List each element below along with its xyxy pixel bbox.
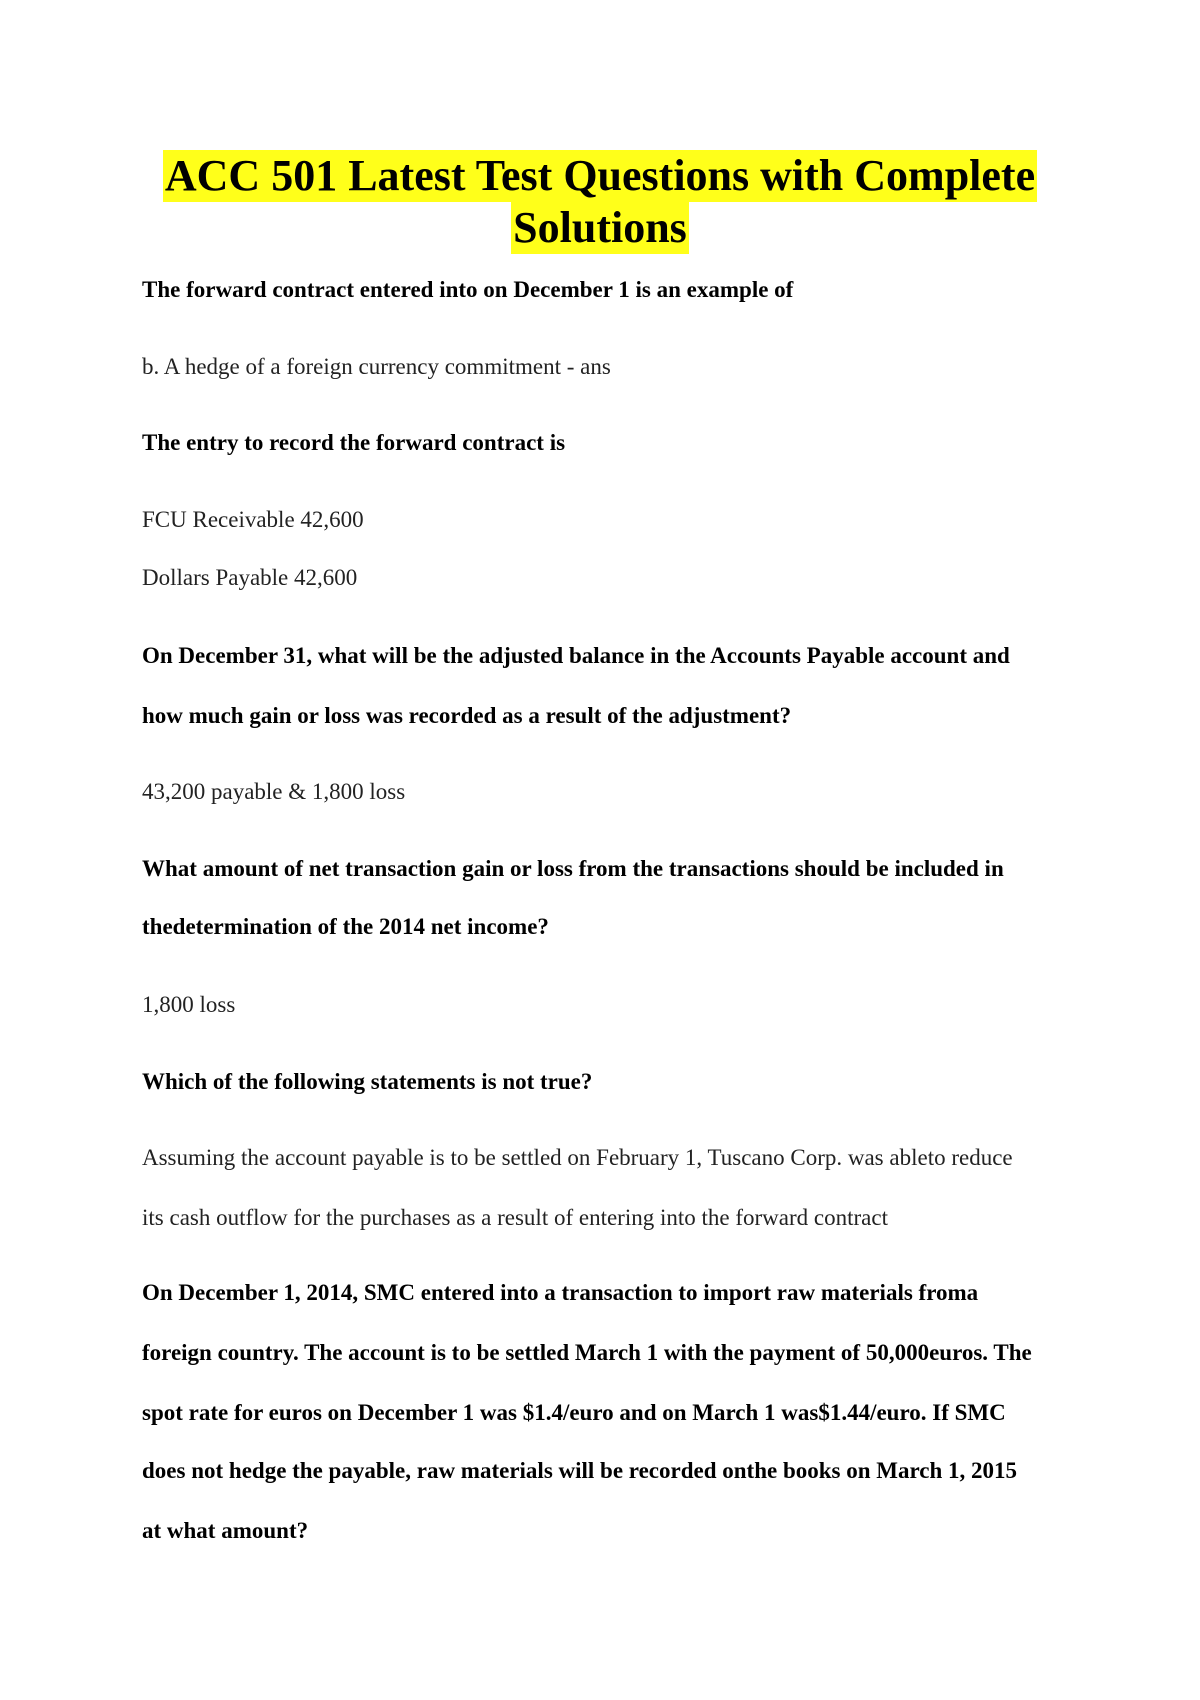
- answer-text: FCU Receivable 42,600: [142, 507, 364, 532]
- title-line-2: Solutions: [513, 203, 687, 252]
- question-text: foreign country. The account is to be settled March 1 with the payment of 50,000euros. The: [142, 1340, 1032, 1365]
- answer-text: its cash outflow for the purchases as a result of entering into the forward contract: [142, 1205, 888, 1230]
- title-line-1: ACC 501 Latest Test Questions with Complete: [164, 151, 1036, 200]
- answer-text: Assuming the account payable is to be settled on February 1, Tuscano Corp. was ableto reduce: [142, 1145, 1013, 1170]
- answer-text: b. A hedge of a foreign currency commitment - ans: [142, 354, 611, 379]
- answer-text: 1,800 loss: [142, 992, 236, 1017]
- question-text: does not hedge the payable, raw materials will be recorded onthe books on March 1, 2015: [142, 1458, 1018, 1483]
- question-text: Which of the following statements is not true?: [142, 1069, 593, 1094]
- question-text: spot rate for euros on December 1 was $1.4/euro and on March 1 was$1.44/euro. If SMC: [142, 1400, 1006, 1425]
- question-text: On December 31, what will be the adjusted balance in the Accounts Payable account and: [142, 643, 1010, 668]
- page-title: [0, 150, 1200, 254]
- question-text: at what amount?: [142, 1518, 309, 1543]
- question-text: The forward contract entered into on December 1 is an example of: [142, 277, 794, 302]
- question-text: On December 1, 2014, SMC entered into a transaction to import raw materials froma: [142, 1280, 979, 1305]
- question-text: thedetermination of the 2014 net income?: [142, 914, 549, 939]
- question-text: how much gain or loss was recorded as a result of the adjustment?: [142, 703, 792, 728]
- answer-text: Dollars Payable 42,600: [142, 565, 358, 590]
- answer-text: 43,200 payable & 1,800 loss: [142, 779, 406, 804]
- question-text: The entry to record the forward contract is: [142, 430, 566, 455]
- question-text: What amount of net transaction gain or loss from the transactions should be included in: [142, 856, 1004, 881]
